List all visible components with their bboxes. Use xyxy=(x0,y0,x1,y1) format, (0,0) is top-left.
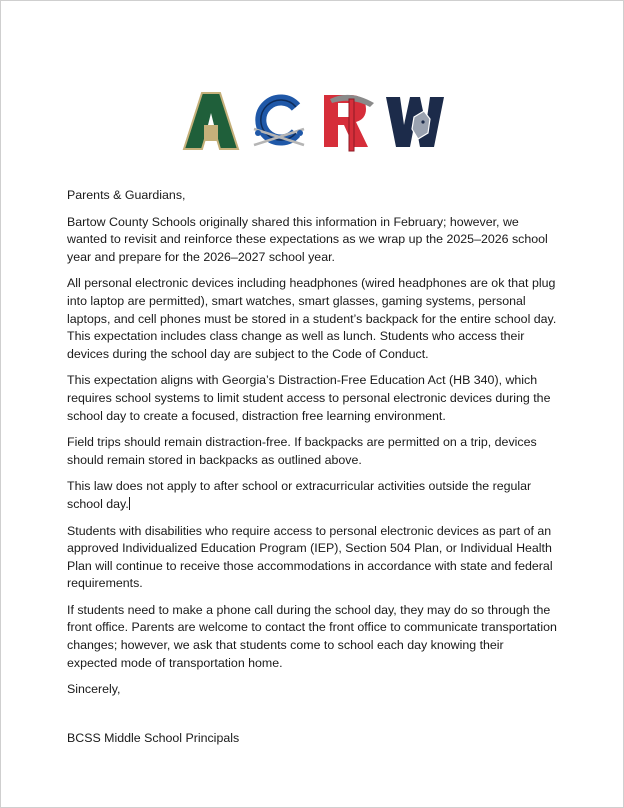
letter-w-wolf-logo-icon xyxy=(384,89,446,153)
letter-body xyxy=(67,187,557,708)
letter-paragraph-4: Field trips should remain distraction-free. If backpacks are permitted on a trip, devices should remain stored in backpacks as outlined above. xyxy=(67,435,537,467)
letter-paragraph-5-text: This law does not apply to after school or extracurricular activities outside the regular school day. xyxy=(67,479,532,511)
letter-paragraph-2: All personal electronic devices including headphones (wired headphones are ok that plug into laptop are permitted), smart watches, smart glasses, gaming systems, personal laptops, and cell phones must be stored in a student’s backpack for the entire school day. This expectation includes class change as well as lunch. Students who access their devices during the school day are subject to the Code of Conduct. xyxy=(67,276,557,361)
letter-paragraph-7: If students need to make a phone call during the school day, they may do so through the front office. Parents are welcome to contact the front office to communicate transportation changes; however, we ask that students come to school each day knowing their expected mode of transportation home. xyxy=(67,602,557,670)
letter-paragraph-5[interactable] xyxy=(67,478,557,513)
letter-signature: BCSS Middle School Principals xyxy=(67,731,240,745)
letter-greeting: Parents & Guardians, xyxy=(67,188,186,202)
letter-paragraph-6: Students with disabilities who require access to personal electronic devices as part of an approved Individualized Education Program (IEP), Section 504 Plan, or Individual Health Plan will continue to receive those accommodations in accordance with state and federal requirements. xyxy=(67,523,553,591)
letter-a-logo-icon xyxy=(180,89,242,153)
text-cursor xyxy=(129,497,130,510)
letter-r-pickaxe-logo-icon xyxy=(316,89,378,153)
letter-paragraph-3: This expectation aligns with Georgia’s Distraction-Free Education Act (HB 340), which requires school systems to limit student access to personal electronic devices during the school day to create a focused, distraction free learning environment. xyxy=(67,373,551,423)
letter-c-swords-logo-icon xyxy=(248,89,310,153)
letter-paragraph-1: Bartow County Schools originally shared this information in February; however, we wanted to revisit and reinforce these expectations as we wrap up the 2025–2026 school year and prepare for the 2026–2027 school year. xyxy=(67,214,548,264)
letter-closing: Sincerely, xyxy=(67,682,121,697)
school-logos-row xyxy=(1,89,624,153)
